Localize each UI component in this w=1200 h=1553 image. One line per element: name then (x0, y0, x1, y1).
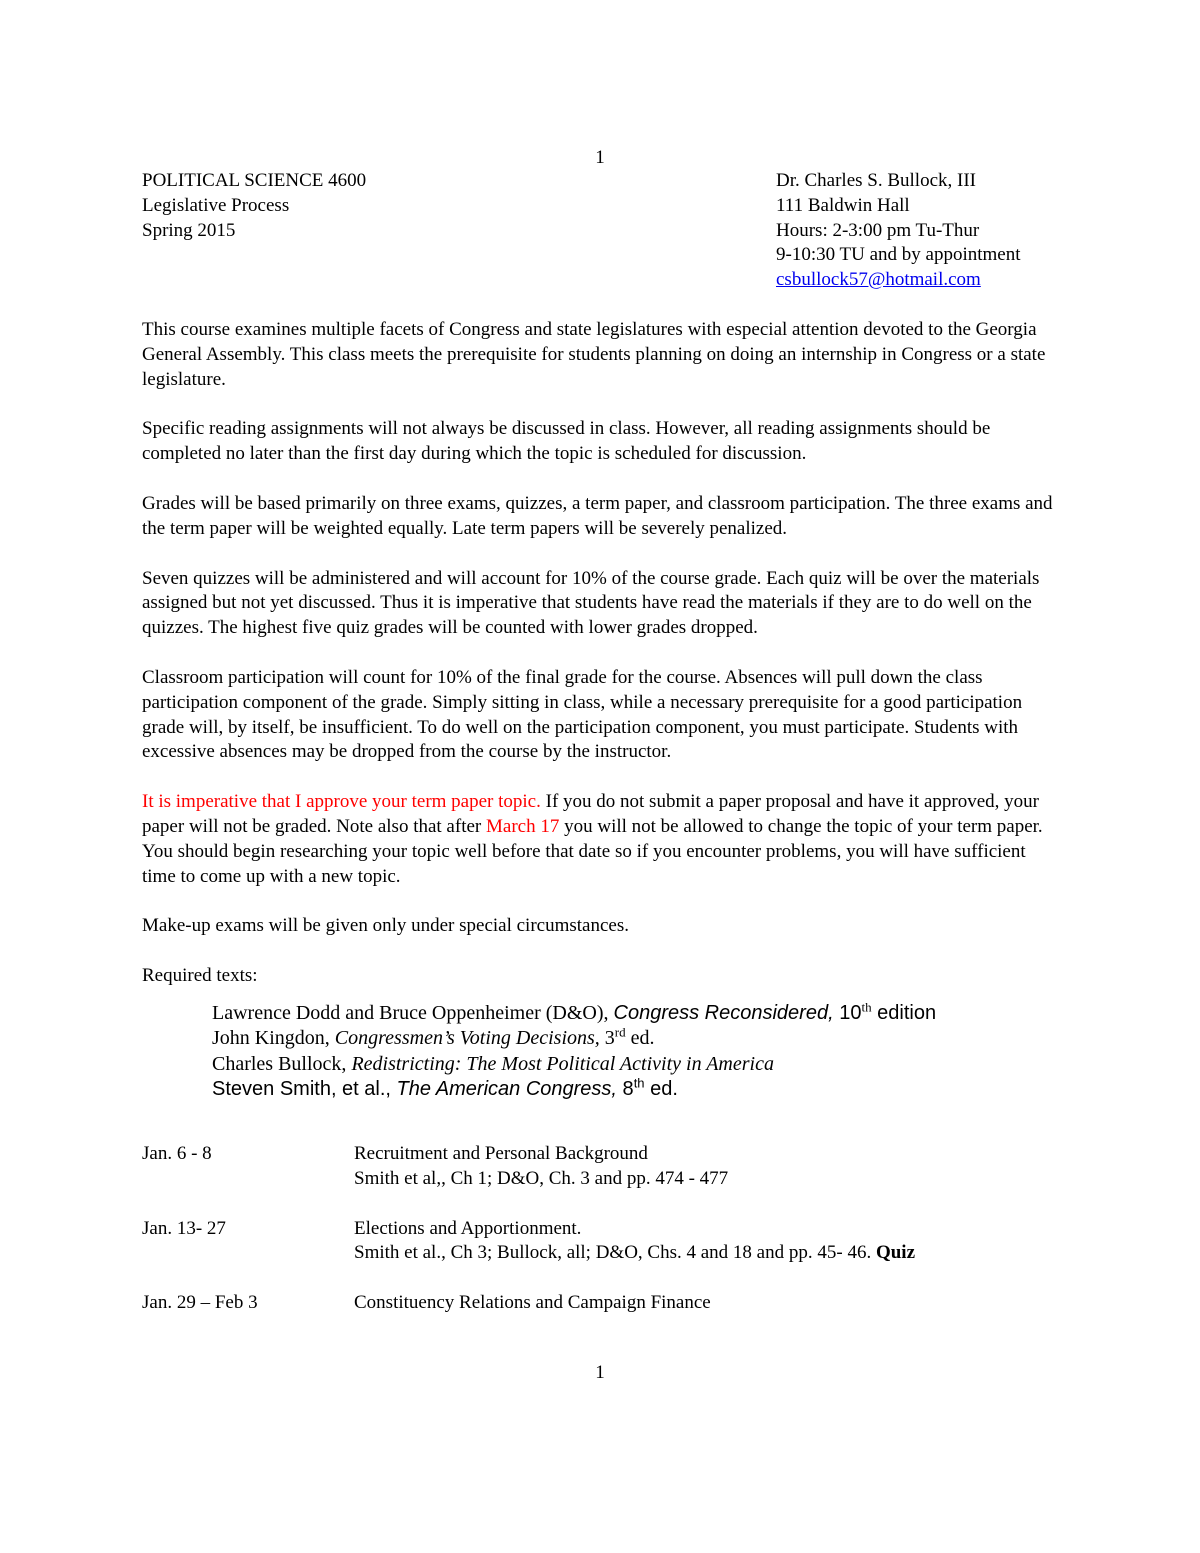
text-item: Lawrence Dodd and Bruce Oppenheimer (D&O), Congress Reconsidered, 10th edition (212, 999, 937, 1024)
text-title: Congressmen’s Voting Decisions, (334, 1027, 600, 1050)
course-info (142, 169, 366, 243)
schedule-date: Jan. 6 - 8 (142, 1143, 212, 1164)
instructor-office: 111 Baldwin Hall (776, 194, 910, 216)
required-texts-list (212, 1001, 1062, 1103)
text-item: Steven Smith, et al., The American Congress, 8th ed. (212, 1075, 678, 1101)
schedule-topic: Elections and Apportionment. (354, 1217, 582, 1239)
instructor-info (776, 169, 1021, 293)
page-number-top: 1 (595, 147, 605, 168)
paragraph-quizzes: Seven quizzes will be administered and will account for 10% of the course grade. Each quiz will be over the materials assigned but not yet discussed. Thus it is imperative that students have read the materials if they are to do well on the quizzes. The highest five quiz grades will be counted with lower grades dropped. (142, 567, 1040, 639)
paragraph-participation: Classroom participation will count for 10% of the final grade for the course. Absences will pull down the class participation component of the grade. Simply sitting in class, while a necessary prerequisite for a good participation grade will, by itself, be insufficient. To do well on the participation component, you must participate. Students with excessive absences may be dropped from the course by the instructor. (142, 666, 1023, 763)
course-schedule (142, 1142, 1062, 1341)
schedule-reading: Smith et al., Ch 3; Bullock, all; D&O, Chs. 4 and 18 and pp. 45- 46. (354, 1242, 876, 1264)
schedule-topic: Constituency Relations and Campaign Finance (354, 1292, 711, 1314)
office-hours: Hours: 2-3:00 pm Tu-Thur (776, 219, 980, 241)
term-paper-text-a: If you do not submit a paper proposal and have it approved, your paper will not be graded. Note also that after (142, 791, 1039, 837)
required-texts-label: Required texts: (142, 965, 258, 987)
paragraph-term-paper (142, 790, 1062, 889)
schedule-row (142, 1217, 1062, 1267)
text-item: John Kingdon, Congressmen’s Voting Decisions, 3rd ed. (212, 1024, 655, 1050)
course-term: Spring 2015 (142, 219, 236, 241)
schedule-topic: Recruitment and Personal Background (354, 1143, 648, 1164)
schedule-date: Jan. 29 – Feb 3 (142, 1292, 258, 1314)
paragraph-reading-assignments: Specific reading assignments will not always be discussed in class. However, all reading assignments should be completed no later than the first day during which the topic is scheduled for discussion. (142, 418, 991, 465)
course-number: POLITICAL SCIENCE 4600 (142, 170, 367, 191)
schedule-reading: Smith et al,, Ch 1; D&O, Ch. 3 and pp. 474 - 477 (354, 1167, 729, 1189)
text-title: Congress Reconsidered, (613, 1001, 834, 1024)
text-item: Charles Bullock, Redistricting: The Most Political Activity in America (212, 1052, 774, 1075)
text-title: The American Congress, (396, 1078, 617, 1101)
instructor-name: Dr. Charles S. Bullock, III (776, 170, 977, 191)
instructor-email-link[interactable]: csbullock57@hotmail.com (776, 269, 981, 291)
text-title: Redistricting: The Most Political Activity in America (351, 1052, 774, 1075)
paragraph-makeup-exams: Make-up exams will be given only under special circumstances. (142, 915, 629, 937)
course-title: Legislative Process (142, 194, 290, 216)
office-hours-extra: 9-10:30 TU and by appointment (776, 244, 1021, 266)
page-number-bottom: 1 (595, 1362, 605, 1383)
schedule-row (142, 1142, 1062, 1192)
schedule-row (142, 1291, 1062, 1316)
term-paper-text-b: you will not be allowed to change the topic of your term paper. You should begin researching your topic well before that date so if you encounter problems, you will have sufficient time to come up with a new topic. (142, 815, 1043, 887)
schedule-date: Jan. 13- 27 (142, 1217, 226, 1239)
paragraph-grading: Grades will be based primarily on three exams, quizzes, a term paper, and classroom participation. The three exams and the term paper will be weighted equally. Late term papers will be severely penalized. (142, 492, 1053, 539)
quiz-marker: Quiz (875, 1242, 916, 1264)
paragraph-course-description: This course examines multiple facets of Congress and state legislatures with especial attention devoted to the Georgia General Assembly. This class meets the prerequisite for students planning on doing an internship in Congress or a state legislature. (142, 319, 1046, 390)
term-paper-warning: It is imperative that I approve your term paper topic. (142, 791, 541, 813)
deadline-date: March 17 (486, 815, 560, 837)
syllabus-body (142, 318, 1062, 1103)
